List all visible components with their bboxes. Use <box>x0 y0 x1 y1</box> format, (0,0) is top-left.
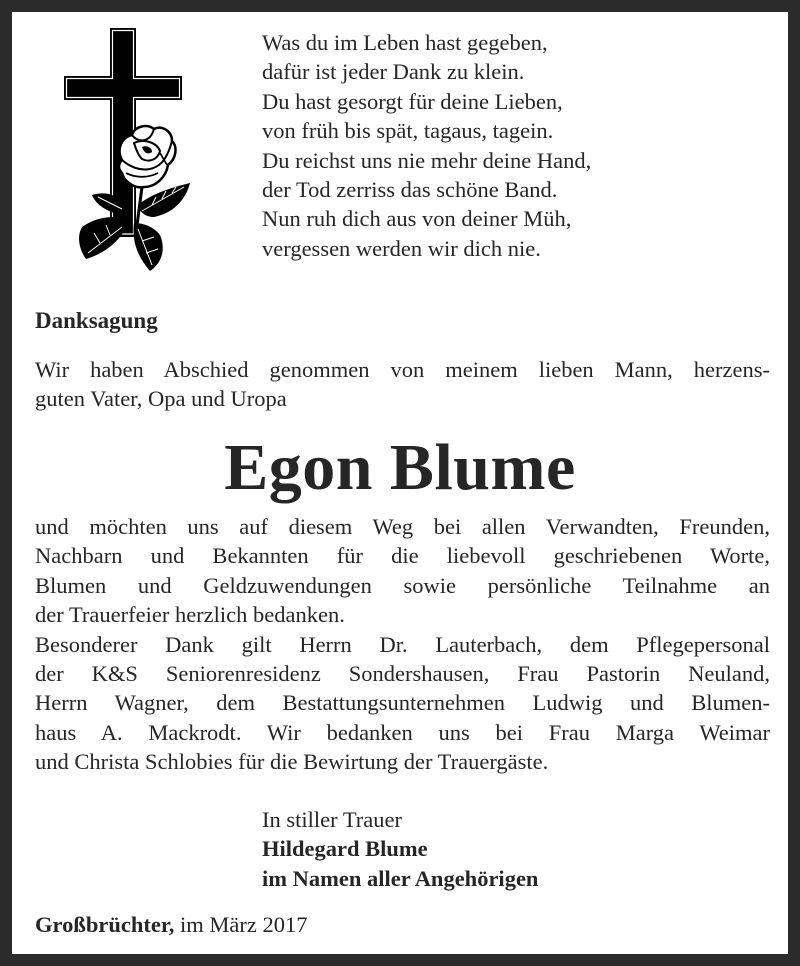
intro-text <box>35 355 770 413</box>
poem-line: Was du im Leben hast gegeben, <box>262 30 548 55</box>
signature-note: im Namen aller Angehörigen <box>262 865 539 891</box>
intro-line: Wir haben Abschied genommen von meinem lieben Mann, herzens- <box>35 357 770 382</box>
intro-line: guten Vater, Opa und Uropa <box>35 386 287 411</box>
notice-heading: Danksagung <box>35 308 158 333</box>
poem-line: Du hast gesorgt für deine Lieben, <box>262 88 563 114</box>
place: Großbrüchter, <box>35 912 175 937</box>
poem-line: dafür ist jeder Dank zu klein. <box>262 59 525 85</box>
cross-with-rose-icon <box>62 27 212 277</box>
date: im März 2017 <box>174 912 308 937</box>
body-line: Besonderer Dank gilt Herrn Dr. Lauterbach, dem Pflegepersonal <box>35 631 770 657</box>
body-line: Blumen und Geldzuwendungen sowie persönliche Teilnahme an <box>35 572 770 598</box>
poem-line: Nun ruh dich aus von deiner Müh, <box>262 206 572 232</box>
body-line: Herrn Wagner, dem Bestattungsunternehmen Ludwig und Blumen- <box>35 690 770 716</box>
body-line: Nachbarn und Bekannten für die liebevoll geschriebenen Worte, <box>35 543 770 569</box>
thanks-body <box>35 512 770 777</box>
place-date <box>35 910 308 939</box>
poem <box>262 28 591 263</box>
signature-intro: In stiller Trauer <box>262 807 402 832</box>
body-line: und Christa Schlobies für die Bewirtung der Trauergäste. <box>35 749 549 775</box>
poem-line: vergessen werden wir dich nie. <box>262 235 541 261</box>
body-line: und möchten uns auf diesem Weg bei allen Verwandten, Freunden, <box>35 514 770 539</box>
poem-line: Du reichst uns nie mehr deine Hand, <box>262 147 592 173</box>
deceased-name: Egon Blume <box>224 431 576 504</box>
poem-line: von früh bis spät, tagaus, tagein. <box>262 118 554 144</box>
poem-line: der Tod zerriss das schöne Band. <box>262 176 558 202</box>
signature-name: Hildegard Blume <box>262 836 428 862</box>
body-line: der Trauerfeier herzlich bedanken. <box>35 602 345 628</box>
notice-paper <box>12 12 788 954</box>
body-line: der K&S Seniorenresidenz Sondershausen, Frau Pastorin Neuland, <box>35 660 770 686</box>
body-line: haus A. Mackrodt. Wir bedanken uns bei Frau Marga Weimar <box>35 719 770 745</box>
signature-block <box>262 805 538 893</box>
